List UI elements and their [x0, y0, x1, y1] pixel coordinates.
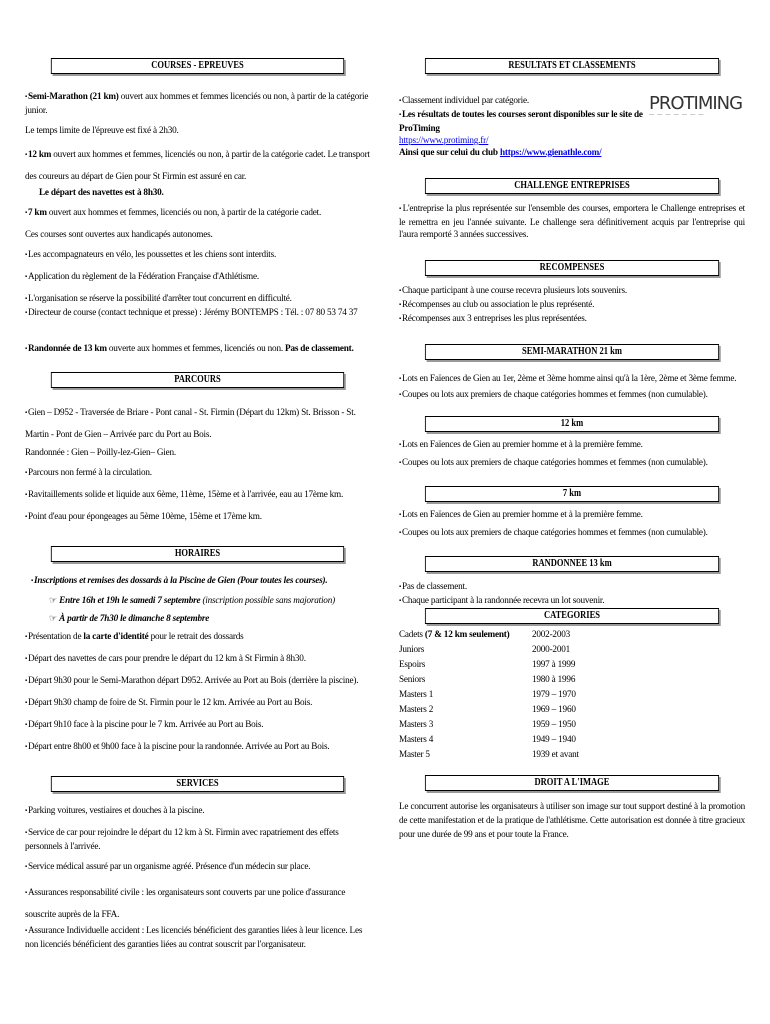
semi-coupes: ▪Coupes ou lots aux premiers de chaque catégories hommes et femmes (non cumulable).: [399, 389, 708, 399]
horaires-semi: ▪Départ 9h30 pour le Semi-Marathon départ D952. Arrivée au Port au Bois (derrière la piscine).: [25, 675, 359, 685]
table-row: Juniors 2000-2001: [399, 644, 571, 654]
recompenses-header: RECOMPENSES: [425, 260, 719, 276]
categories-section: [399, 628, 745, 763]
table-row: Masters 3 1959 – 1950: [399, 719, 576, 729]
horaires-intro: ▪Inscriptions et remises des dossards à la Piscine de Gien (Pour toutes les courses).: [31, 575, 328, 585]
parcours-rando: Randonnée : Gien – Poilly-lez-Gien– Gien.: [25, 447, 177, 457]
droit-section: [399, 799, 745, 841]
horaires-7km: ▪Départ 9h10 face à la piscine pour le 7 km. Arrivée au Port au Bois.: [25, 719, 264, 729]
table-row: Cadets (7 & 12 km seulement) 2002-2003: [399, 629, 571, 639]
protiming-logo: PROTIMING — — — — — — —: [649, 93, 743, 118]
droit-header: DROIT A L'IMAGE: [425, 775, 719, 791]
parcours-eau: ▪Point d'eau pour épongeages au 5ème 10ème, 15ème et 17ème km.: [25, 511, 262, 521]
challenge-header: CHALLENGE ENTREPRISES: [425, 178, 719, 194]
table-row: Master 5 1939 et avant: [399, 749, 579, 759]
km12-header: 12 km: [425, 416, 719, 432]
km7-header: 7 km: [425, 486, 719, 502]
droit-text: Le concurrent autorise les organisateurs à utiliser son image sur tout support destiné à la promotion de cette manifestation et de la pratique de l'athlétisme. Cette autorisation est donnée à titre gracieux pour une durée de 99 ans et pour toute la France.: [399, 801, 745, 839]
hand-pointer-icon: ☞: [49, 613, 58, 623]
services-header: SERVICES: [51, 776, 344, 792]
rec-club: ▪Récompenses au club ou association le plus représenté.: [399, 299, 595, 309]
horaires-rando: ▪Départ entre 8h00 et 9h00 face à la piscine pour la randonnée. Arrivée au Port au Bois.: [25, 741, 330, 751]
reglement-text: ▪Application du règlement de la Fédération Française d'Athlétisme.: [25, 271, 259, 281]
handicap-text: Ces courses sont ouvertes aux handicapés autonomes.: [25, 229, 213, 239]
res-club: Ainsi que sur celui du club https://www.gienathle.com/: [399, 147, 602, 157]
courses-header: COURSES - EPREUVES: [51, 58, 344, 74]
right-column: [399, 58, 745, 841]
km12-lots: ▪Lots en Faïences de Gien au premier homme et à la première femme.: [399, 439, 643, 449]
rando-classement: ▪Pas de classement.: [399, 581, 467, 591]
left-column: [25, 58, 370, 950]
res-classement: ▪Classement individuel par catégorie.: [399, 95, 529, 105]
resultats-header: RESULTATS ET CLASSEMENTS: [425, 58, 719, 74]
rando-section: [399, 580, 745, 608]
semi-lots: ▪Lots en Faïences de Gien au 1er, 2ème et 3ème homme ainsi qu'à la 1ère, 2ème et 3ème femme.: [399, 373, 737, 383]
reserve-text: ▪L'organisation se réserve la possibilité d'arrêter tout concurrent en difficulté.: [25, 293, 292, 303]
horaires-navettes: ▪Départ des navettes de cars pour prendre le départ du 12 km à St Firmin à 8h30.: [25, 653, 306, 663]
services-rc: ▪Assurances responsabilité civile : les organisateurs sont couverts par une police d'assurance souscrite auprès de la FFA.: [25, 887, 346, 919]
semi-limit: Le temps limite de l'épreuve est fixé à 2h30.: [25, 125, 179, 135]
recompenses-section: [399, 284, 745, 326]
club-link[interactable]: https://www.gienathle.com/: [499, 147, 602, 157]
services-car: ▪Service de car pour rejoindre le départ du 12 km à St. Firmin avec rapatriement des effets personnels à l'arrivée.: [25, 827, 339, 851]
table-row: Espoirs 1997 à 1999: [399, 659, 576, 669]
services-section: [25, 804, 370, 950]
courses-section: [25, 90, 370, 356]
horaires-samedi: ☞ Entre 16h et 19h le samedi 7 septembre (inscription possible sans majoration): [49, 595, 335, 605]
categories-header: CATEGORIES: [425, 608, 719, 624]
rando-header: RANDONNEE 13 km: [425, 556, 719, 572]
categories-table: [399, 628, 579, 763]
km12-paragraph: ▪12 km ouvert aux hommes et femmes, licenciés ou non, à partir de la catégorie cadet. Le transport des coureurs au départ de Gien pour St Firmin est assuré en car.: [25, 149, 370, 181]
parcours-ravito: ▪Ravitaillements solide et liquide aux 6ème, 11ème, 15ème et à l'arrivée, eau au 17ème km.: [25, 489, 344, 499]
challenge-text: ▪L'entreprise la plus représentée sur l'ensemble des courses, emportera le Challenge entreprises et le remettra en jeu l'année suivante. Le challenge sera définitivement acquis par l'entreprise qui l'aura remporté 3 années successives.: [399, 203, 745, 239]
parcours-header: PARCOURS: [51, 372, 344, 388]
km12-section: [399, 438, 745, 470]
horaires-12km: ▪Départ 9h30 champ de foire de St. Firmin pour le 12 km. Arrivée au Port au Bois.: [25, 697, 313, 707]
challenge-section: [399, 202, 745, 240]
table-row: Masters 1 1979 – 1970: [399, 689, 576, 699]
km7-lots: ▪Lots en Faïences de Gien au premier homme et à la première femme.: [399, 509, 643, 519]
table-row: Masters 2 1969 – 1960: [399, 704, 576, 714]
horaires-section: [25, 574, 370, 754]
horaires-dimanche: ☞ À partir de 7h30 le dimanche 8 septembre: [49, 613, 210, 623]
accomp-text: ▪Les accompagnateurs en vélo, les poussettes et les chiens sont interdits.: [25, 249, 277, 259]
protiming-link[interactable]: https://www.protiming.fr/: [399, 135, 489, 145]
horaires-header: HORAIRES: [51, 546, 344, 562]
km7-paragraph: ▪7 km ouvert aux hommes et femmes, licenciés ou non, à partir de la catégorie cadet.: [25, 207, 322, 217]
table-row: Masters 4 1949 – 1940: [399, 734, 576, 744]
services-ia: ▪Assurance Individuelle accident : Les licenciés bénéficient des garanties liées à leur licence. Les non licenciés bénéficient des garanties liées au contrat souscrit par l'organisateur.: [25, 925, 363, 949]
services-parking: ▪Parking voitures, vestiaires et douches à la piscine.: [25, 805, 205, 815]
horaires-carte: ▪Présentation de la carte d'identité pour le retrait des dossards: [25, 631, 244, 641]
directeur-text: ▪Directeur de course (contact technique et presse) : Jérémy BONTEMPS : Tél. : 07 80 53 74 37: [25, 307, 358, 317]
rec-lots: ▪Chaque participant à une course recevra plusieurs lots souvenirs.: [399, 285, 627, 295]
km12-navettes: Le départ des navettes est à 8h30.: [39, 187, 164, 197]
services-medical: ▪Service médical assuré par un organisme agréé. Présence d'un médecin sur place.: [25, 861, 311, 871]
semi-header: SEMI-MARATHON 21 km: [425, 344, 719, 360]
resultats-section: [399, 94, 745, 158]
res-link-protiming: [399, 134, 645, 146]
km7-section: [399, 508, 745, 540]
parcours-route: ▪Gien – D952 - Traversée de Briare - Pont canal - St. Firmin (Départ du 12km) St. Brisson - St. Martin - Pont de Gien – Arrivée parc du Port au Bois.: [25, 407, 356, 439]
rando-paragraph: ▪Randonnée de 13 km ouverte aux hommes et femmes, licenciés ou non. Pas de classement.: [25, 343, 354, 353]
km12-coupes: ▪Coupes ou lots aux premiers de chaque catégories hommes et femmes (non cumulable).: [399, 457, 708, 467]
table-row: Seniors 1980 à 1996: [399, 674, 576, 684]
parcours-circulation: ▪Parcours non fermé à la circulation.: [25, 467, 152, 477]
km7-coupes: ▪Coupes ou lots aux premiers de chaque catégories hommes et femmes (non cumulable).: [399, 527, 708, 537]
rando-lot: ▪Chaque participant à la randonnée recevra un lot souvenir.: [399, 595, 605, 605]
semi-paragraph: ▪Semi-Marathon (21 km) ouvert aux hommes et femmes licenciés ou non, à partir de la catégorie junior.: [25, 91, 369, 115]
hand-pointer-icon: ☞: [49, 595, 58, 605]
semi-section: [399, 372, 745, 402]
rec-entreprises: ▪Récompenses aux 3 entreprises les plus représentées.: [399, 313, 587, 323]
res-protiming: ▪Les résultats de toutes les courses seront disponibles sur le site de ProTiming: [399, 109, 643, 133]
parcours-section: [25, 402, 370, 524]
